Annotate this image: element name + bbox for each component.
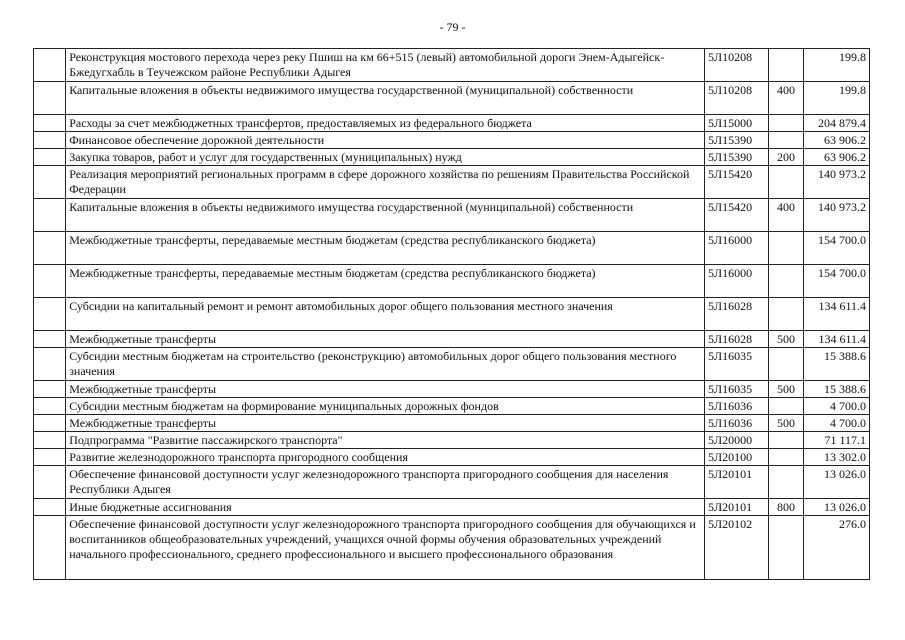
row-type (769, 466, 803, 499)
row-amount: 15 388.6 (803, 348, 869, 381)
row-amount: 71 117.1 (803, 432, 869, 449)
row-code: 5Л20100 (705, 449, 769, 466)
row-code: 5Л16036 (705, 398, 769, 415)
row-name: Развитие железнодорожного транспорта пригородного сообщения (66, 449, 705, 466)
table-row (34, 232, 870, 265)
row-code: 5Л20101 (705, 466, 769, 499)
row-type (769, 348, 803, 381)
row-amount: 204 879.4 (803, 115, 869, 132)
row-name: Субсидии местным бюджетам на формирование муниципальных дорожных фондов (66, 398, 705, 415)
row-type (769, 432, 803, 449)
row-type: 800 (769, 499, 803, 516)
table-row (34, 415, 870, 432)
table-row (34, 381, 870, 398)
blank-cell (34, 381, 66, 398)
table-row (34, 199, 870, 232)
row-name: Капитальные вложения в объекты недвижимого имущества государственной (муниципальной) собственности (66, 82, 705, 115)
row-amount: 13 026.0 (803, 499, 869, 516)
table-row (34, 166, 870, 199)
row-type (769, 398, 803, 415)
row-name: Реконструкция мостового перехода через реку Пшиш на км 66+515 (левый) автомобильной дороги Энем-Адыгейск-Бжедугхабль в Теучежском районе Республики Адыгея (66, 49, 705, 82)
row-amount: 199.8 (803, 49, 869, 82)
row-name: Закупка товаров, работ и услуг для государственных (муниципальных) нужд (66, 149, 705, 166)
table-row (34, 348, 870, 381)
row-amount: 63 906.2 (803, 149, 869, 166)
row-type: 400 (769, 199, 803, 232)
blank-cell (34, 432, 66, 449)
table-row (34, 265, 870, 298)
row-amount: 154 700.0 (803, 265, 869, 298)
row-amount: 276.0 (803, 516, 869, 580)
blank-cell (34, 115, 66, 132)
blank-cell (34, 499, 66, 516)
row-name: Обеспечение финансовой доступности услуг железнодорожного транспорта пригородного сообщения для обучающихся и воспитанников общеобразовательных учреждений, учащихся очной формы обучения образовательных учреждений начального профессионального, среднего профессионального и высшего профессионального образования (66, 516, 705, 580)
table-row (34, 132, 870, 149)
row-amount: 199.8 (803, 82, 869, 115)
row-name: Финансовое обеспечение дорожной деятельности (66, 132, 705, 149)
row-code: 5Л15420 (705, 199, 769, 232)
row-type: 200 (769, 149, 803, 166)
row-name: Межбюджетные трансферты (66, 331, 705, 348)
row-code: 5Л15000 (705, 115, 769, 132)
row-type: 500 (769, 415, 803, 432)
row-amount: 15 388.6 (803, 381, 869, 398)
row-name: Капитальные вложения в объекты недвижимого имущества государственной (муниципальной) собственности (66, 199, 705, 232)
table-row (34, 149, 870, 166)
row-amount: 140 973.2 (803, 199, 869, 232)
row-type: 400 (769, 82, 803, 115)
blank-cell (34, 466, 66, 499)
row-type (769, 132, 803, 149)
blank-cell (34, 265, 66, 298)
blank-cell (34, 232, 66, 265)
row-code: 5Л16036 (705, 415, 769, 432)
row-code: 5Л15390 (705, 132, 769, 149)
row-code: 5Л16035 (705, 381, 769, 398)
budget-table (33, 48, 870, 580)
row-name: Расходы за счет межбюджетных трансфертов, предоставляемых из федерального бюджета (66, 115, 705, 132)
row-type (769, 232, 803, 265)
row-type (769, 49, 803, 82)
row-name: Субсидии местным бюджетам на строительство (реконструкцию) автомобильных дорог общего пользования местного значения (66, 348, 705, 381)
row-type (769, 516, 803, 580)
row-code: 5Л20102 (705, 516, 769, 580)
blank-cell (34, 516, 66, 580)
row-code: 5Л16035 (705, 348, 769, 381)
row-code: 5Л20101 (705, 499, 769, 516)
table-row (34, 432, 870, 449)
table-row (34, 466, 870, 499)
row-code: 5Л10208 (705, 49, 769, 82)
row-name: Иные бюджетные ассигнования (66, 499, 705, 516)
table-row (34, 516, 870, 580)
blank-cell (34, 199, 66, 232)
table-row (34, 115, 870, 132)
row-amount: 63 906.2 (803, 132, 869, 149)
row-type (769, 449, 803, 466)
blank-cell (34, 49, 66, 82)
row-name: Межбюджетные трансферты, передаваемые местным бюджетам (средства республиканского бюджета) (66, 265, 705, 298)
blank-cell (34, 449, 66, 466)
blank-cell (34, 166, 66, 199)
table-row (34, 298, 870, 331)
table-row (34, 499, 870, 516)
row-amount: 134 611.4 (803, 331, 869, 348)
row-type (769, 265, 803, 298)
row-amount: 13 302.0 (803, 449, 869, 466)
row-code: 5Л16000 (705, 265, 769, 298)
row-amount: 13 026.0 (803, 466, 869, 499)
blank-cell (34, 149, 66, 166)
row-name: Межбюджетные трансферты (66, 415, 705, 432)
table-row (34, 331, 870, 348)
row-type (769, 115, 803, 132)
row-code: 5Л16000 (705, 232, 769, 265)
blank-cell (34, 348, 66, 381)
row-type: 500 (769, 381, 803, 398)
table-row (34, 398, 870, 415)
row-amount: 134 611.4 (803, 298, 869, 331)
blank-cell (34, 132, 66, 149)
table-row (34, 49, 870, 82)
row-name: Обеспечение финансовой доступности услуг железнодорожного транспорта пригородного сообщения для населения Республики Адыгея (66, 466, 705, 499)
row-name: Межбюджетные трансферты (66, 381, 705, 398)
row-name: Подпрограмма "Развитие пассажирского транспорта" (66, 432, 705, 449)
blank-cell (34, 298, 66, 331)
row-amount: 4 700.0 (803, 415, 869, 432)
blank-cell (34, 398, 66, 415)
row-name: Субсидии на капитальный ремонт и ремонт автомобильных дорог общего пользования местного значения (66, 298, 705, 331)
row-code: 5Л10208 (705, 82, 769, 115)
page-number: - 79 - (439, 20, 466, 34)
row-type (769, 166, 803, 199)
row-type (769, 298, 803, 331)
blank-cell (34, 415, 66, 432)
row-amount: 4 700.0 (803, 398, 869, 415)
row-name: Межбюджетные трансферты, передаваемые местным бюджетам (средства республиканского бюджета) (66, 232, 705, 265)
row-code: 5Л20000 (705, 432, 769, 449)
table-row (34, 449, 870, 466)
row-code: 5Л16028 (705, 331, 769, 348)
row-code: 5Л15420 (705, 166, 769, 199)
row-amount: 140 973.2 (803, 166, 869, 199)
table-row (34, 82, 870, 115)
row-code: 5Л16028 (705, 298, 769, 331)
blank-cell (34, 331, 66, 348)
row-type: 500 (769, 331, 803, 348)
row-name: Реализация мероприятий региональных программ в сфере дорожного хозяйства по решениям Правительства Российской Федерации (66, 166, 705, 199)
row-amount: 154 700.0 (803, 232, 869, 265)
row-code: 5Л15390 (705, 149, 769, 166)
blank-cell (34, 82, 66, 115)
